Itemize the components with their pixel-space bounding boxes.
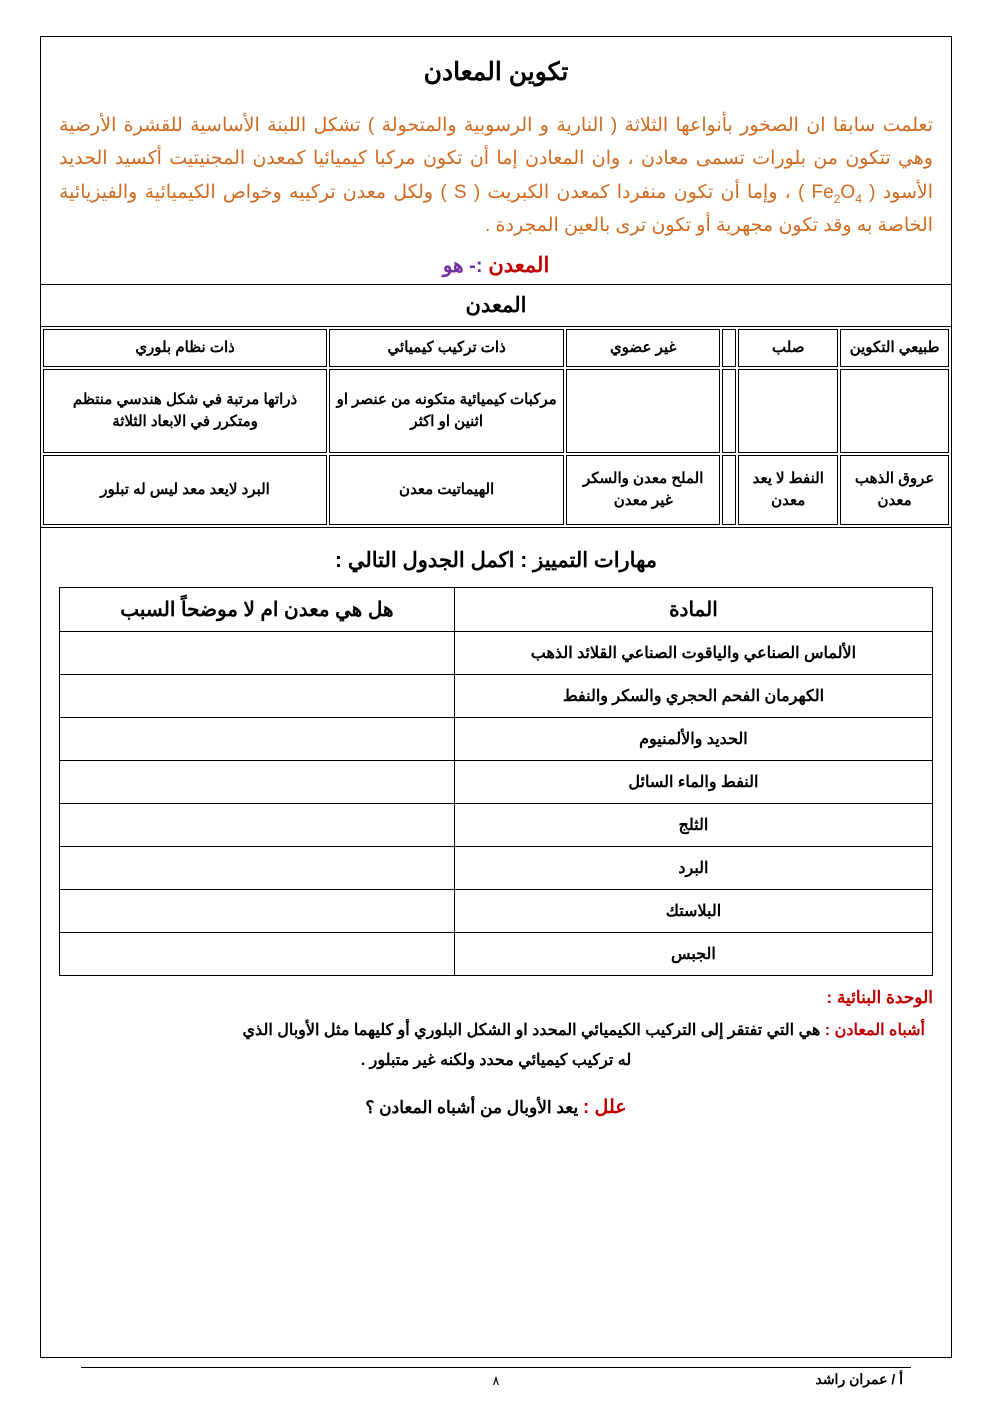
t1-r3-c2: النفط لا يعد معدن: [738, 455, 838, 525]
mineral-label: المعدن: [488, 253, 550, 277]
t1-r2-c5: مركبات كيميائية متكونه من عنصر او اثنين او اكثر: [329, 369, 564, 453]
reason-question: [41, 1070, 951, 1119]
exercise-table: [59, 587, 933, 976]
mineral-definition-blank: :- هو: [442, 254, 483, 277]
pseudo-minerals-paragraph: [41, 1010, 951, 1046]
answer-cell-3[interactable]: [60, 718, 455, 761]
material-cell-2: الكهرمان الفحم الحجري والسكر والنفط: [454, 675, 932, 718]
table-row: [60, 890, 933, 933]
col-header-answer: هل هي معدن ام لا موضحاً السبب: [60, 588, 455, 632]
pseudo-minerals-text: هي التي تفتقر إلى التركيب الكيميائي المحدد او الشكل البلوري أو كليهما مثل الأوبال الذي: [242, 1022, 821, 1040]
material-cell-8: الجبس: [454, 933, 932, 976]
t1-r2-c2: [738, 369, 838, 453]
table-row: [60, 761, 933, 804]
answer-cell-2[interactable]: [60, 675, 455, 718]
mineral-definition-line: [41, 243, 951, 284]
table-row: [43, 369, 949, 453]
answer-cell-4[interactable]: [60, 761, 455, 804]
material-cell-3: الحديد والألمنيوم: [454, 718, 932, 761]
chemical-formula: $Fe_2O_4$: [811, 181, 862, 206]
material-cell-7: البلاستك: [454, 890, 932, 933]
t1-r2-c6: ذراتها مرتبة في شكل هندسي منتظم ومتكرر في الابعاد الثلاثة: [43, 369, 327, 453]
skills-heading: مهارات التمييز : اكمل الجدول التالي :: [335, 549, 657, 573]
material-cell-6: البرد: [454, 847, 932, 890]
exercise-table-wrapper: [41, 587, 951, 976]
answer-cell-1[interactable]: [60, 632, 455, 675]
table-row: [43, 455, 949, 525]
table-row: [60, 804, 933, 847]
t1-r1-c1: طبيعي التكوين: [840, 329, 949, 368]
answer-cell-7[interactable]: [60, 890, 455, 933]
table-row: [60, 847, 933, 890]
worksheet-border: [40, 36, 952, 1388]
t1-r3-c1: عروق الذهب معدن: [840, 455, 949, 525]
t1-r3-c6: البرد لايعد معد ليس له تبلور: [43, 455, 327, 525]
table-row: [43, 329, 949, 368]
reason-text: يعد الأوبال من أشباه المعادن ؟: [365, 1098, 579, 1118]
t1-r1-c3: [722, 329, 736, 368]
mineral-table-title: المعدن: [41, 285, 951, 327]
intro-paragraph: تعلمت سابقا ان الصخور بأنواعها الثلاثة ( النارية و الرسوبية والمتحولة ) تشكل اللبنة الأساسية للقشرة الأرضية وهي تتكون من بلورات تسمى معادن ، وان المعادن إما أن تكون مركبا كيميائيا كمعدن المجنيتيت أكسيد الحديد الأسود ( $Fe_2O_4$ ) ، وإما أن تكون منفردا كمعدن الكبريت ( S ) ولكل معدن تركييه وخواص الكيميائية والفيزيائية الخاصة به وقد تكون مجهرية أو تكون ترى بالعين المجردة .: [59, 115, 933, 237]
col-header-material: المادة: [454, 588, 932, 632]
material-cell-4: النفط والماء السائل: [454, 761, 932, 804]
footer-divider: [81, 1367, 911, 1368]
material-cell-5: الثلج: [454, 804, 932, 847]
answer-cell-8[interactable]: [60, 933, 455, 976]
t1-r2-c4: [566, 369, 720, 453]
table-row: [60, 632, 933, 675]
answer-cell-5[interactable]: [60, 804, 455, 847]
t1-r3-c5: الهيماتيت معدن: [329, 455, 564, 525]
mineral-properties-table: [41, 327, 951, 528]
answer-cell-6[interactable]: [60, 847, 455, 890]
t1-r1-c4: غير عضوي: [566, 329, 720, 368]
table-row: [60, 675, 933, 718]
reason-label: علل :: [582, 1097, 627, 1119]
table-row: [60, 718, 933, 761]
t1-r1-c2: صلب: [738, 329, 838, 368]
mineral-properties-table-wrapper: [41, 284, 951, 529]
t1-r2-c3: [722, 369, 736, 453]
page-footer: [41, 1367, 951, 1401]
footer-teacher-name: أ / عمران راشد: [815, 1371, 903, 1387]
page-title: تكوين المعادن: [423, 58, 569, 86]
t1-r1-c6: ذات نظام بلوري: [43, 329, 327, 368]
t1-r3-c3: [722, 455, 736, 525]
pseudo-minerals-text-2: له تركيب كيميائي محدد ولكنه غير متبلور .: [360, 1052, 632, 1070]
unit-structure-label: الوحدة البنائية :: [826, 988, 933, 1008]
t1-r3-c4: الملح معدن والسكر غير معدن: [566, 455, 720, 525]
pseudo-minerals-label: أشباه المعادن :: [824, 1022, 925, 1040]
t1-r2-c1: [840, 369, 949, 453]
table-header-row: [60, 588, 933, 632]
material-cell-1: الألماس الصناعي والياقوت الصناعي القلائد الذهب: [454, 632, 932, 675]
footer-page-number: ٨: [492, 1373, 500, 1388]
t1-r1-c5: ذات تركيب كيميائي: [329, 329, 564, 368]
table-row: [60, 933, 933, 976]
